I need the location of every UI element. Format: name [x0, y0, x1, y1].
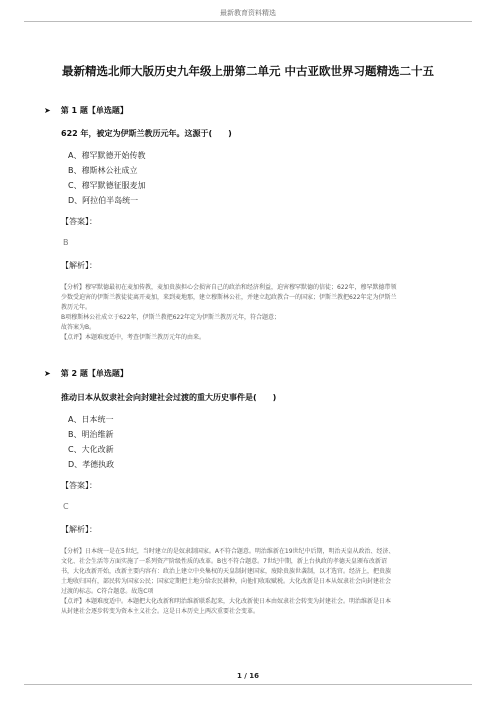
analysis-line: 【分析】日本统一是在5世纪，当时建立的是奴隶制国家。A不符合题意。明治维新在19世纪中后期，明治天皇从政治、经济、	[61, 548, 395, 555]
analysis-line: 教历元年。	[61, 304, 92, 311]
arrow-bullet-icon: ➤	[44, 369, 51, 378]
analysis-line: 书，大化改新开始，改新主要内容有：政治上建立中央集权的天皇制封建国家，废除贵族世袭制，以才选官。经济上，把贵族	[61, 568, 392, 575]
arrow-bullet-icon: ➤	[44, 106, 51, 115]
analysis-line: 少数受迫害的伊斯兰教徒徒离开麦加，来到麦地那，建立穆斯林公社，并建立起政教合一的国家；伊斯兰教把622年定为伊斯兰	[61, 294, 397, 301]
question-1-analysis	[61, 283, 463, 343]
question-2-stem: 推动日本从奴隶社会向封建社会过渡的重大历史事件是( )	[61, 393, 277, 402]
analysis-line: 【点评】本题难度适中。本题把大化改新和明治维新联系起来，大化改新使日本由奴隶社会转变为封建社会。明治维新是日本	[61, 598, 392, 605]
analysis-line: 从封建社会逐步转变为资本主义社会。这是日本历史上两次重要社会变革。	[61, 608, 260, 615]
document-title: 最新精选北师大版历史九年级上册第二单元 中古亚欧世界习题精选二十五	[62, 64, 434, 78]
question-1-answer-value: B	[63, 238, 69, 247]
question-2-option-c: C、大化改新	[68, 445, 114, 454]
question-2-answer-label: 【答案】：	[61, 481, 97, 490]
page-header: 最新教育资料精选	[220, 9, 276, 17]
question-1-option-a: A、穆罕默德开始传教	[68, 151, 146, 160]
question-2-option-b: B、明治维新	[68, 430, 114, 439]
question-2-option-d: D、孝德执政	[68, 460, 115, 469]
question-1-option-d: D、阿拉伯半岛统一	[68, 196, 139, 205]
question-1-heading	[44, 105, 128, 116]
analysis-line: 文化、社会生活等方面实施了一系列资产阶级性质的改革。B也不符合题意。7世纪中期，新上台执政的孝德天皇颁布改新诏	[61, 558, 387, 565]
header-divider	[24, 21, 472, 22]
analysis-line: 过渡的标志。C符合题意。故选C项	[61, 588, 154, 595]
question-2-heading-text: 第 2 题【单选题】	[60, 369, 128, 378]
question-2-analysis	[61, 547, 463, 617]
question-1-option-c: C、穆罕默德征服麦加	[68, 181, 146, 190]
question-2-answer-value: C	[63, 502, 69, 511]
analysis-line: 土地收归国有，部民转为国家公民；国家定期把土地分给农民耕种，向他们收取赋税。大化改新是日本从奴隶社会向封建社会	[61, 578, 392, 585]
analysis-line: 【点评】本题难度适中，考查伊斯兰教历元年的由来。	[61, 334, 206, 341]
question-1-analysis-label: 【解析】：	[61, 261, 97, 270]
footer-divider	[24, 684, 472, 685]
analysis-line: B项穆斯林公社成立于622年，伊斯兰教把622年定为伊斯兰教历元年，符合题意；	[61, 314, 281, 321]
page-number: 1 / 16	[236, 672, 260, 680]
question-2-analysis-label: 【解析】：	[61, 525, 97, 534]
analysis-line: 故答案为B。	[61, 324, 96, 331]
question-1-stem: 622 年，被定为伊斯兰教历元年。这源于( )	[61, 129, 232, 138]
question-1-answer-label: 【答案】：	[61, 217, 97, 226]
question-2-option-a: A、日本统一	[68, 415, 114, 424]
question-1-option-b: B、穆斯林公社成立	[68, 166, 138, 175]
question-2-heading	[44, 368, 128, 379]
question-1-heading-text: 第 1 题【单选题】	[60, 106, 128, 115]
analysis-line: 【分析】穆罕默德最初在麦加传教，麦加贵族担心会损害自己的政治和经济利益，迫害穆罕默德的信徒；622年，穆罕默德带领	[61, 284, 397, 291]
